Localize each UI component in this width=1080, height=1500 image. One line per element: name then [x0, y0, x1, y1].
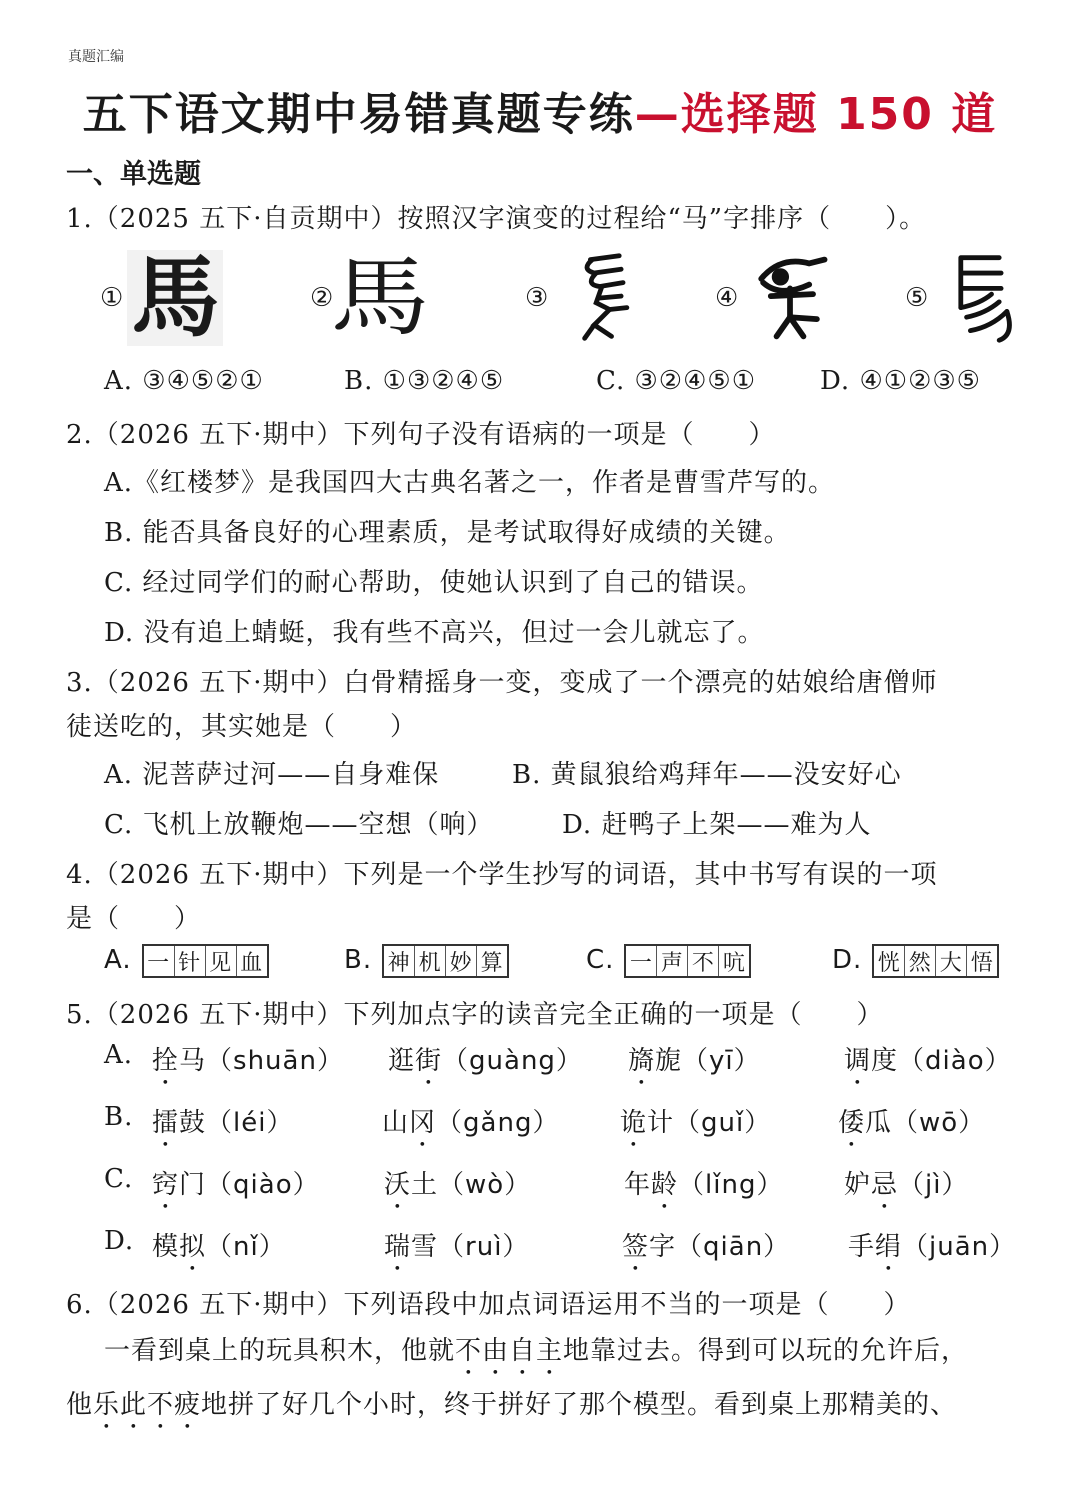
- plain-char: 门: [179, 1170, 207, 1200]
- dotted-char: 倭: [838, 1108, 866, 1138]
- q1-glyph-5: [905, 248, 1028, 348]
- q4-stem-line2: 是（ ）: [66, 904, 202, 934]
- option-letter: B.: [344, 945, 373, 975]
- char-cell: 算: [480, 950, 504, 976]
- pinyin: （guǐ）: [674, 1108, 772, 1138]
- title-highlight: —选择题 150 道: [634, 89, 998, 140]
- q5-option-c-letter[interactable]: C.: [104, 1164, 134, 1194]
- dotted-char: 旖: [628, 1046, 656, 1076]
- q5-c-item-4: [844, 1164, 968, 1215]
- q5-a-item-2: [388, 1040, 583, 1091]
- pinyin: （juān）: [902, 1232, 1017, 1262]
- q5-b-item-2: [382, 1102, 559, 1153]
- q5-c-item-3: [624, 1164, 783, 1215]
- q5-b-item-4: [838, 1102, 985, 1153]
- glyph-label: ③: [525, 283, 549, 313]
- pinyin: （diào）: [898, 1046, 1012, 1076]
- dotted-char: 绢: [875, 1232, 903, 1262]
- q5-option-d-letter[interactable]: D.: [104, 1226, 135, 1256]
- q5-stem: 5.（2026 五下·期中）下列加点字的读音完全正确的一项是（ ）: [66, 1000, 884, 1030]
- text-run: 地靠过去。得到可以玩的允许后，: [563, 1336, 969, 1366]
- title-main: 五下语文期中易错真题专练: [82, 89, 635, 140]
- q3-stem-line1: 3.（2026 五下·期中）白骨精摇身一变，变成了一个漂亮的姑娘给唐僧师: [66, 668, 938, 698]
- q1-stem: 1.（2025 五下·自贡期中）按照汉字演变的过程给“马”字排序（ ）。: [66, 204, 927, 234]
- q1-option-d[interactable]: D. ④①②③⑤: [820, 366, 981, 396]
- glyph-clerical-script: 馬: [330, 248, 430, 348]
- char-cell: 见: [206, 946, 237, 976]
- q5-d-item-2: [384, 1226, 529, 1277]
- section-heading: 一、单选题: [66, 159, 201, 190]
- dotted-char: 拴: [152, 1046, 180, 1076]
- plain-char: 雪: [411, 1232, 439, 1262]
- q5-d-item-4: [848, 1226, 1016, 1277]
- pinyin: （gǎng）: [436, 1108, 560, 1138]
- char-cell: 机: [415, 946, 446, 976]
- dotted-char: 拟: [179, 1232, 207, 1262]
- pinyin: （ruì）: [438, 1232, 530, 1262]
- plain-char: 年: [624, 1170, 652, 1200]
- plain-char: 字: [649, 1232, 677, 1262]
- plain-char: 度: [871, 1046, 899, 1076]
- q5-a-item-4: [844, 1040, 1012, 1091]
- q2-option-d[interactable]: D. 没有追上蜻蜓，我有些不高兴，但过一会儿就忘了。: [104, 618, 765, 648]
- glyph-regular-script: 馬: [127, 250, 223, 346]
- q3-stem-line2: 徒送吃的，其实她是（ ）: [66, 712, 418, 742]
- q1-glyph-2: [310, 248, 430, 348]
- q6-paragraph-line2: [66, 1384, 957, 1435]
- text-run: 他: [66, 1390, 94, 1420]
- pinyin: （wō）: [892, 1108, 986, 1138]
- q4-stem-line1: 4.（2026 五下·期中）下列是一个学生抄写的词语，其中书写有误的一项: [66, 860, 938, 890]
- q5-a-item-3: [628, 1040, 761, 1091]
- q4-option-b[interactable]: [344, 944, 509, 978]
- plain-char: 手: [848, 1232, 876, 1262]
- q3-option-d[interactable]: D. 赶鸭子上架——难为人: [562, 810, 872, 840]
- plain-char: 土: [411, 1170, 439, 1200]
- char-cell: 大: [936, 946, 967, 976]
- q3-option-b[interactable]: B. 黄鼠狼给鸡拜年——没安好心: [512, 760, 902, 790]
- word-box: [872, 944, 999, 978]
- q1-glyph-4: [715, 248, 838, 348]
- dotted-char: 街: [415, 1046, 443, 1076]
- pinyin: （jì）: [898, 1170, 969, 1200]
- plain-char: 妒: [844, 1170, 872, 1200]
- q5-b-item-3: [620, 1102, 771, 1153]
- q2-option-a[interactable]: A.《红楼梦》是我国四大古典名著之一，作者是曹雪芹写的。: [104, 468, 836, 498]
- option-letter: C.: [586, 945, 615, 975]
- pinyin: （nǐ）: [206, 1232, 286, 1262]
- q6-stem: 6.（2026 五下·期中）下列语段中加点词语运用不当的一项是（ ）: [66, 1290, 911, 1320]
- char-cell: 神: [384, 946, 415, 976]
- dotted-char: 龄: [651, 1170, 679, 1200]
- plain-char: 鼓: [179, 1108, 207, 1138]
- glyph-label: ①: [100, 283, 124, 313]
- plain-char: 逛: [388, 1046, 416, 1076]
- q2-option-c[interactable]: C. 经过同学们的耐心帮助，使她认识到了自己的错误。: [104, 568, 764, 598]
- q3-option-a[interactable]: A. 泥菩萨过河——自身难保: [104, 760, 440, 790]
- q4-option-a[interactable]: [104, 944, 269, 978]
- q1-option-c[interactable]: C. ③②④⑤①: [596, 366, 757, 396]
- glyph-label: ④: [715, 283, 739, 313]
- dotted-char: 擂: [152, 1108, 180, 1138]
- word-box: [382, 944, 509, 978]
- plain-char: 旎: [655, 1046, 683, 1076]
- pinyin: （lǐng）: [678, 1170, 784, 1200]
- q5-option-b-letter[interactable]: B.: [104, 1102, 134, 1132]
- text-run: 一看到桌上的玩具积木，他就: [104, 1336, 456, 1366]
- dotted-phrase: 乐此不疲: [93, 1390, 202, 1420]
- pinyin: （léi）: [206, 1108, 294, 1138]
- char-cell: 一: [626, 946, 657, 976]
- char-cell: 针: [175, 946, 206, 976]
- q5-d-item-1: [152, 1226, 286, 1277]
- char-cell: 血: [240, 950, 264, 976]
- page-title: [0, 78, 1080, 142]
- dotted-char: 沃: [384, 1170, 412, 1200]
- pinyin: （wò）: [438, 1170, 532, 1200]
- pinyin: （qiān）: [676, 1232, 791, 1262]
- q5-c-item-1: [152, 1164, 320, 1215]
- plain-char: 模: [152, 1232, 180, 1262]
- header-tag: 真题汇编: [68, 49, 124, 65]
- q5-b-item-1: [152, 1102, 293, 1153]
- plain-char: 山: [382, 1108, 410, 1138]
- q1-glyph-row: [100, 248, 1020, 348]
- char-cell: 一: [144, 946, 175, 976]
- glyph-seal-script-icon: [932, 250, 1028, 346]
- q5-c-item-2: [384, 1164, 531, 1215]
- word-box: [624, 944, 751, 978]
- pinyin: （qiào）: [206, 1170, 320, 1200]
- glyph-label: ②: [310, 283, 334, 313]
- dotted-char: 调: [844, 1046, 872, 1076]
- word-box: [142, 944, 269, 978]
- dotted-char: 诡: [620, 1108, 648, 1138]
- glyph-label: ⑤: [905, 283, 929, 313]
- plain-char: 马: [179, 1046, 207, 1076]
- q2-stem: 2.（2026 五下·期中）下列句子没有语病的一项是（ ）: [66, 420, 776, 450]
- q5-a-item-1: [152, 1040, 344, 1091]
- pinyin: （yī）: [682, 1046, 761, 1076]
- q5-option-a-letter[interactable]: A.: [104, 1040, 134, 1070]
- dotted-char: 瑞: [384, 1232, 412, 1262]
- q3-option-c[interactable]: C. 飞机上放鞭炮——空想（响）: [104, 810, 494, 840]
- pinyin: （shuān）: [206, 1046, 344, 1076]
- char-cell: 恍: [874, 946, 905, 976]
- pinyin: （guàng）: [442, 1046, 583, 1076]
- char-cell: 然: [905, 946, 936, 976]
- char-cell: 妙: [446, 946, 477, 976]
- glyph-bronze-script-icon: [742, 250, 838, 346]
- q6-paragraph-line1: [104, 1330, 968, 1381]
- dotted-char: 冈: [409, 1108, 437, 1138]
- q4-option-c[interactable]: [586, 944, 751, 978]
- q1-glyph-3: [525, 248, 648, 348]
- char-cell: 不: [688, 946, 719, 976]
- char-cell: 声: [657, 946, 688, 976]
- text-run: 地拼了好几个小时，终于拼好了那个模型。看到桌上那精美的、: [201, 1390, 958, 1420]
- q5-d-item-3: [622, 1226, 790, 1277]
- q2-option-b[interactable]: B. 能否具备良好的心理素质，是考试取得好成绩的关键。: [104, 518, 791, 548]
- q1-glyph-1: [100, 248, 223, 348]
- char-cell: 悟: [970, 950, 994, 976]
- q1-option-b[interactable]: B. ①③②④⑤: [344, 366, 505, 396]
- q1-option-a[interactable]: A. ③④⑤②①: [104, 366, 264, 396]
- option-letter: D.: [832, 945, 863, 975]
- glyph-oracle-bone-icon: [552, 250, 648, 346]
- char-cell: 吭: [722, 950, 746, 976]
- option-letter: A.: [104, 945, 132, 975]
- dotted-phrase: 不由自主: [455, 1336, 564, 1366]
- dotted-char: 窍: [152, 1170, 180, 1200]
- plain-char: 瓜: [865, 1108, 893, 1138]
- dotted-char: 忌: [871, 1170, 899, 1200]
- dotted-char: 签: [622, 1232, 650, 1262]
- plain-char: 计: [647, 1108, 675, 1138]
- q4-option-d[interactable]: [832, 944, 999, 978]
